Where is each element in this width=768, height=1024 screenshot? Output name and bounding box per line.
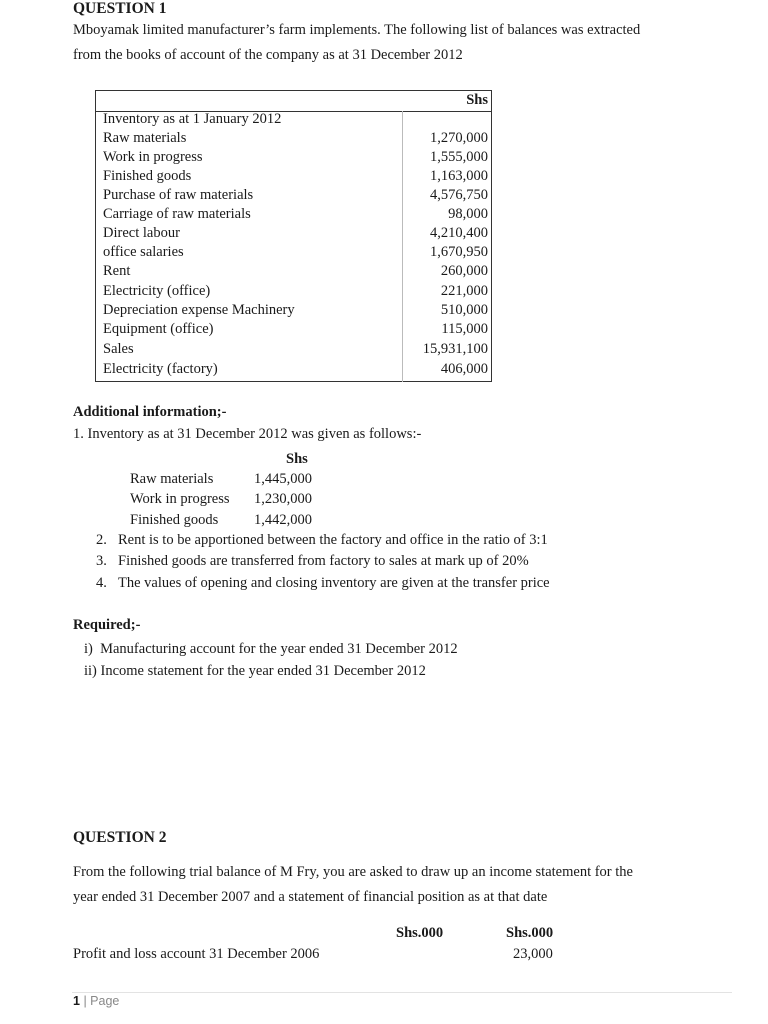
- column-header-shs000-2: Shs.000: [506, 925, 554, 941]
- table-row: [95, 243, 492, 262]
- table-border-bottom: [95, 381, 492, 382]
- row-amount: 4,210,400: [430, 225, 488, 241]
- row-amount: 115,000: [441, 321, 488, 337]
- row-description: Equipment (office): [103, 321, 214, 337]
- question-1-intro-line2: from the books of account of the company as at 31 December 2012: [73, 47, 463, 63]
- inventory-label: Raw materials: [130, 471, 214, 487]
- table-row: [95, 186, 492, 205]
- question-1-title: QUESTION 1: [73, 0, 167, 17]
- row-description: Carriage of raw materials: [103, 206, 251, 222]
- row-amount: 15,931,100: [422, 341, 488, 357]
- inventory-label: Work in progress: [130, 491, 230, 507]
- question-2-title: QUESTION 2: [73, 829, 167, 846]
- table-row: [95, 224, 492, 243]
- row-amount: 1,163,000: [430, 168, 488, 184]
- row-description: office salaries: [103, 244, 184, 260]
- table-header-shs: Shs: [466, 92, 488, 108]
- table-row: [95, 148, 492, 167]
- row-description: Electricity (factory): [103, 361, 218, 377]
- footer-rule: [72, 992, 732, 993]
- list-item: [96, 530, 548, 550]
- row-amount: 406,000: [440, 361, 488, 377]
- table-row: [95, 167, 492, 186]
- question-2-intro-line1: From the following trial balance of M Fry, you are asked to draw up an income statement for the: [73, 864, 633, 880]
- row-description: Depreciation expense Machinery: [103, 302, 295, 318]
- list-item-number: 2.: [96, 532, 107, 548]
- table-row: [95, 129, 492, 148]
- row-amount: 510,000: [440, 302, 488, 318]
- list-item-text: Rent is to be apportioned between the factory and office in the ratio of 3:1: [118, 532, 548, 548]
- row-description: Sales: [103, 341, 134, 357]
- row-description: Electricity (office): [103, 283, 211, 299]
- row-amount: 1,670,950: [430, 244, 488, 260]
- row-description: Raw materials: [103, 130, 187, 146]
- inventory-value: 1,442,000: [254, 512, 312, 528]
- list-item-number: 4.: [96, 575, 107, 591]
- row-amount: 221,000: [440, 283, 488, 299]
- column-header-shs000-1: Shs.000: [396, 925, 444, 941]
- row-description: Direct labour: [103, 225, 180, 241]
- list-item-number: 3.: [96, 553, 107, 569]
- additional-item-1: 1. Inventory as at 31 December 2012 was given as follows:-: [73, 426, 422, 442]
- required-item: ii) Income statement for the year ended 31 December 2012: [84, 663, 426, 679]
- table-row: [95, 262, 492, 281]
- inventory-value: 1,230,000: [254, 491, 312, 507]
- required-heading: Required;-: [73, 617, 141, 633]
- list-item-text: Finished goods are transferred from factory to sales at mark up of 20%: [118, 553, 529, 569]
- row-amount: 260,000: [440, 263, 488, 279]
- table-row: [95, 360, 492, 379]
- table-row: [95, 340, 492, 359]
- inventory-header-shs: Shs: [286, 451, 308, 467]
- page-label: | Page: [83, 994, 120, 1008]
- additional-info-heading: Additional information;-: [73, 404, 227, 420]
- list-item: [96, 551, 529, 571]
- inventory-value: 1,445,000: [254, 471, 312, 487]
- row-amount: 4,576,750: [430, 187, 488, 203]
- question-1-intro-line1: Mboyamak limited manufacturer’s farm implements. The following list of balances was extracted: [73, 22, 641, 38]
- table-border-top: [95, 90, 492, 91]
- table-row: [95, 301, 492, 320]
- row-amount: 1,270,000: [430, 130, 488, 146]
- question-2-intro-line2: year ended 31 December 2007 and a statement of financial position as at that date: [73, 889, 548, 905]
- row-amount: 98,000: [448, 206, 488, 222]
- page-number: 1: [73, 994, 80, 1008]
- list-item-text: The values of opening and closing inventory are given at the transfer price: [118, 575, 550, 591]
- page-footer: [73, 994, 119, 1008]
- row-amount: 1,555,000: [430, 149, 488, 165]
- balances-table: [95, 90, 492, 382]
- table-row: [95, 110, 492, 129]
- required-item: i) Manufacturing account for the year ended 31 December 2012: [84, 641, 458, 657]
- table-row: [95, 320, 492, 339]
- row-description: Inventory as at 1 January 2012: [103, 111, 282, 127]
- row-description: Work in progress: [103, 149, 203, 165]
- row-description: Finished goods: [103, 168, 192, 184]
- row-description: Purchase of raw materials: [103, 187, 254, 203]
- trial-balance-row-amount: 23,000: [513, 946, 553, 962]
- table-row: [95, 282, 492, 301]
- row-description: Rent: [103, 263, 131, 279]
- table-row: [95, 205, 492, 224]
- list-item: [96, 573, 550, 593]
- inventory-label: Finished goods: [130, 512, 219, 528]
- trial-balance-row-desc: Profit and loss account 31 December 2006: [73, 946, 320, 962]
